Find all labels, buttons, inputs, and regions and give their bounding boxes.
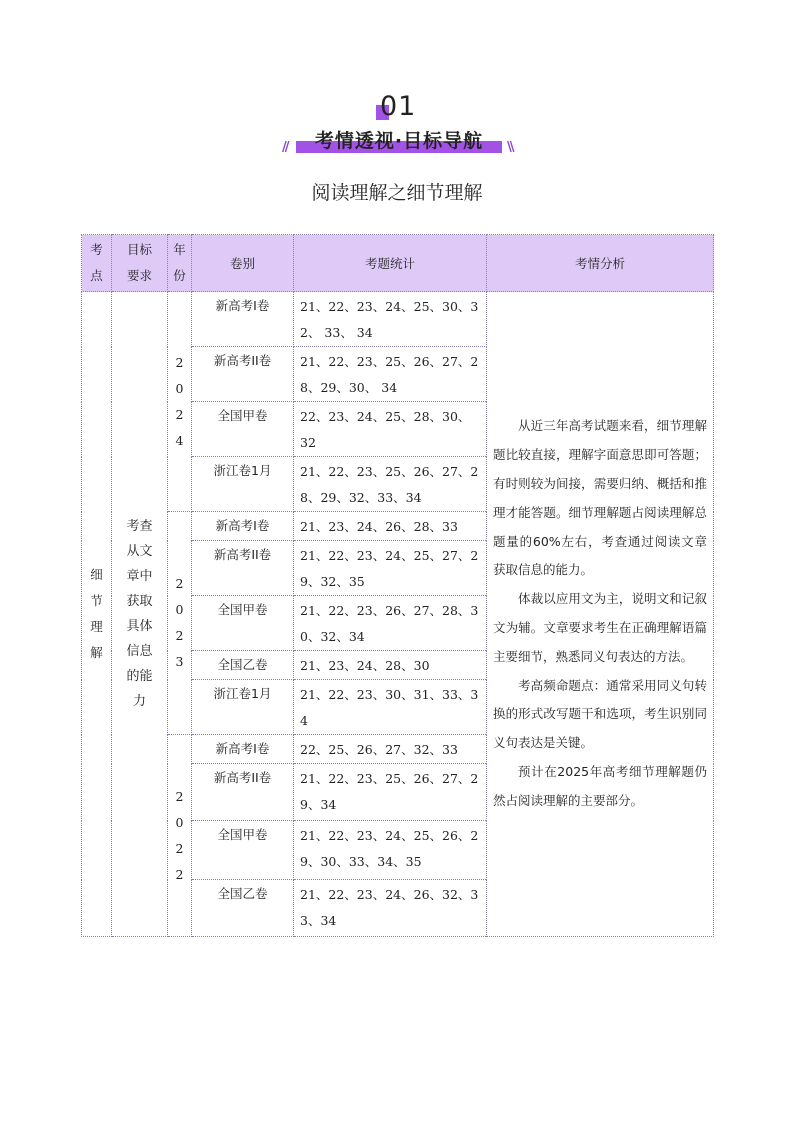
year-cell-2023: [168, 512, 192, 735]
header-year: [168, 235, 192, 292]
stats-cell: 22、25、26、27、32、33: [294, 735, 487, 764]
paper-cell: 全国甲卷: [192, 596, 294, 651]
paper-cell: 全国甲卷: [192, 821, 294, 880]
banner-slash-left: //: [282, 140, 288, 155]
paper-cell: 全国甲卷: [192, 402, 294, 457]
stats-cell: 21、22、23、24、25、27、29、32、35: [294, 541, 487, 596]
paper-cell: 新高考II卷: [192, 764, 294, 821]
header-topic: [82, 235, 112, 292]
section-number: 01: [380, 91, 417, 122]
topic-cell: [82, 292, 112, 937]
analysis-table: [81, 234, 714, 937]
stats-cell: 22、23、24、25、28、30、 32: [294, 402, 487, 457]
paper-cell: 新高考I卷: [192, 512, 294, 541]
year-cell-2024: [168, 292, 192, 512]
paper-cell: 新高考I卷: [192, 292, 294, 347]
paper-cell: 新高考II卷: [192, 541, 294, 596]
table-header-row: [82, 235, 714, 292]
header-paper: 卷别: [192, 235, 294, 292]
header-year-text: 年 份: [173, 242, 186, 283]
topic-text: 细 节 理 解: [90, 567, 103, 660]
goal-text: 考查 从文 章中 获取 具体 信息 的能 力: [126, 519, 153, 709]
analysis-paragraph: 预计在2025年高考细节理解题仍然占阅读理解的主要部分。: [493, 763, 707, 808]
paper-cell: 浙江卷1月: [192, 457, 294, 512]
year-text: 2 0 2 2: [175, 788, 184, 882]
page-title: 阅读理解之细节理解: [311, 182, 483, 204]
header-goal: [112, 235, 168, 292]
stats-cell: 21、23、24、28、30: [294, 651, 487, 680]
stats-cell: 21、22、23、25、26、27、28、29、32、33、34: [294, 457, 487, 512]
header-goal-text: 目标 要求: [126, 242, 152, 283]
table-row: [82, 292, 714, 347]
paper-cell: 全国乙卷: [192, 880, 294, 937]
stats-cell: 21、22、23、26、27、28、30、32、34: [294, 596, 487, 651]
header-analysis: 考情分析: [487, 235, 714, 292]
stats-cell: 21、22、23、25、26、27、29、34: [294, 764, 487, 821]
header-stats: 考题统计: [294, 235, 487, 292]
paper-cell: 新高考II卷: [192, 347, 294, 402]
stats-cell: 21、23、24、26、28、33: [294, 512, 487, 541]
paper-cell: 全国乙卷: [192, 651, 294, 680]
banner-slash-right: \\: [507, 140, 513, 155]
stats-cell: 21、22、23、24、26、32、33、34: [294, 880, 487, 937]
analysis-paragraph: 从近三年高考试题来看，细节理解题比较直接，理解字面意思即可答题；有时则较为间接，需要归纳、概括和推理才能答题。细节理解题占阅读理解总题量的60%左右，考查通过阅读文章获取信息的能力。: [493, 418, 707, 578]
analysis-paragraph: 体裁以应用文为主，说明文和记叙文为辅。文章要求考生在正确理解语篇主要细节，熟悉同义句表达的方法。: [493, 591, 707, 664]
goal-cell: [112, 292, 168, 937]
year-cell-2022: [168, 735, 192, 937]
paper-cell: 浙江卷1月: [192, 680, 294, 735]
analysis-paragraph: 考高频命题点：通常采用同义句转换的形式改写题干和选项，考生识别同义句表达是关键。: [493, 677, 707, 751]
year-text: 2 0 2 3: [175, 576, 184, 669]
year-text: 2 0 2 4: [175, 354, 184, 448]
header-topic-text: 考 点: [90, 242, 103, 283]
stats-cell: 21、22、23、24、25、26、29、30、33、34、35: [294, 821, 487, 880]
stats-cell: 21、22、23、30、31、33、34: [294, 680, 487, 735]
stats-cell: 21、22、23、24、25、30、32、 33、 34: [294, 292, 487, 347]
analysis-cell: [487, 292, 714, 937]
section-banner: 考情透视·目标导航: [314, 130, 484, 152]
stats-cell: 21、22、23、25、26、27、28、29、30、 34: [294, 347, 487, 402]
paper-cell: 新高考I卷: [192, 735, 294, 764]
